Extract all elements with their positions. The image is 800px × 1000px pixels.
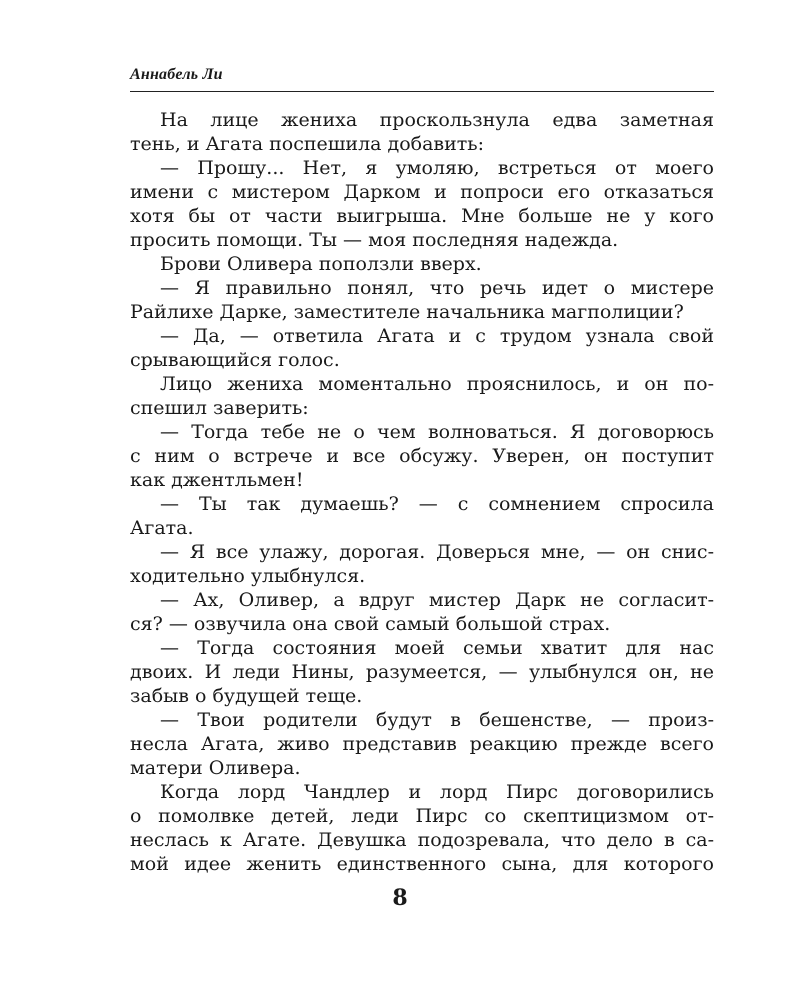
text-line: — Да, — ответила Агата и с трудом узнала свой xyxy=(160,325,714,347)
text-line: тень, и Агата поспешила добавить: xyxy=(130,133,485,155)
text-line: несла Агата, живо представив реакцию прежде всего xyxy=(130,733,714,755)
text-line: ся? — озвучила она свой самый большой страх. xyxy=(130,613,611,635)
text-line: — Прошу... Нет, я умоляю, встреться от моего xyxy=(160,157,714,179)
header-rule xyxy=(130,91,714,92)
text-line: Брови Оливера поползли вверх. xyxy=(160,253,482,275)
text-line: как джентльмен! xyxy=(130,469,304,491)
text-line: ходительно улыбнулся. xyxy=(130,565,366,587)
page-number: 8 xyxy=(392,885,408,911)
text-line: Когда лорд Чандлер и лорд Пирс договорились xyxy=(160,781,714,803)
text-line: — Ты так думаешь? — с сомнением спросила xyxy=(160,493,714,515)
text-line: — Твои родители будут в бешенстве, — произ- xyxy=(160,709,714,731)
text-line: мой идее женить единственного сына, для которого xyxy=(130,853,714,875)
text-line: матери Оливера. xyxy=(130,757,301,779)
text-line: Райлихе Дарке, заместителе начальника магполиции? xyxy=(130,301,684,323)
text-line: забыв о будущей теще. xyxy=(130,685,363,707)
text-line: двоих. И леди Нины, разумеется, — улыбнулся он, не xyxy=(130,661,714,683)
running-head: Аннабель Ли xyxy=(130,66,223,83)
text-line: — Я все улажу, дорогая. Доверься мне, — он снис- xyxy=(160,541,714,563)
text-line: — Тогда тебе не о чем волноваться. Я договорюсь xyxy=(160,421,714,443)
text-line: о помолвке детей, леди Пирс со скептицизмом от- xyxy=(130,805,714,827)
text-line: Агата. xyxy=(130,517,194,539)
text-line: — Ах, Оливер, а вдруг мистер Дарк не согласит- xyxy=(160,589,714,611)
text-line: с ним о встрече и все обсужу. Уверен, он поступит xyxy=(130,445,714,467)
text-line: спешил заверить: xyxy=(130,397,309,419)
text-line: — Тогда состояния моей семьи хватит для нас xyxy=(160,637,714,659)
text-line: срывающийся голос. xyxy=(130,349,340,371)
text-line: На лице жениха проскользнула едва заметная xyxy=(160,109,714,131)
text-line: неслась к Агате. Девушка подозревала, что дело в са- xyxy=(130,829,714,851)
text-line: хотя бы от части выигрыша. Мне больше не у кого xyxy=(130,205,714,227)
text-line: — Я правильно понял, что речь идет о мистере xyxy=(160,277,714,299)
text-line: Лицо жениха моментально прояснилось, и он по- xyxy=(160,373,714,395)
text-line: просить помощи. Ты — моя последняя надежда. xyxy=(130,229,619,251)
text-line: имени с мистером Дарком и попроси его отказаться xyxy=(130,181,714,203)
page-body xyxy=(130,108,714,876)
